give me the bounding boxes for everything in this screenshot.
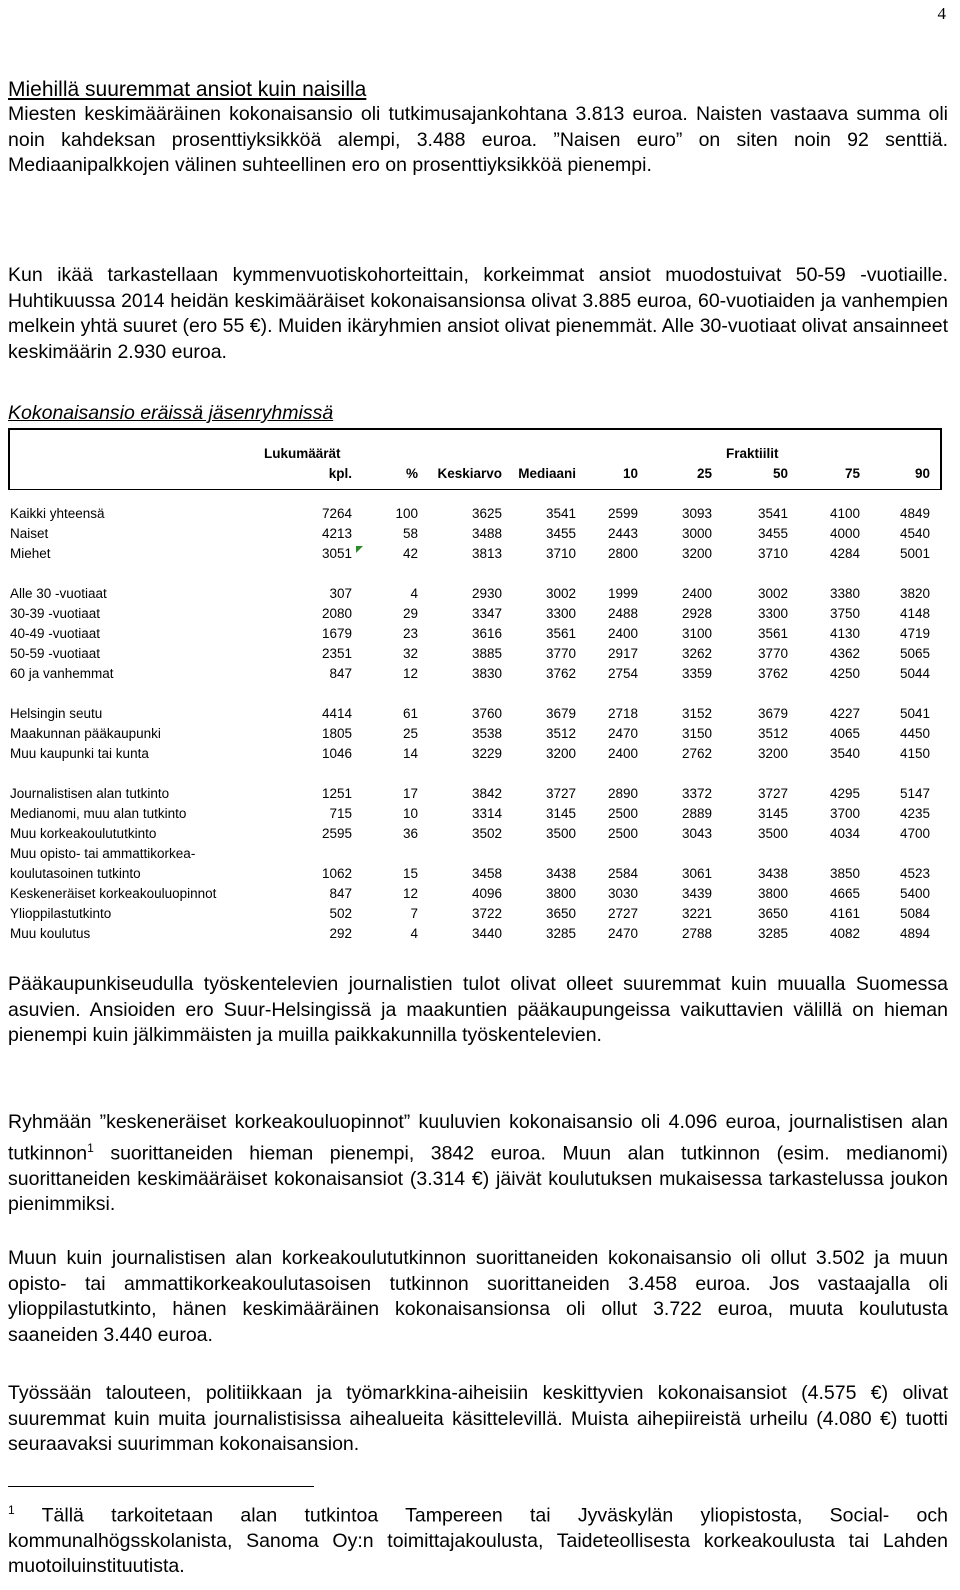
table-row bbox=[8, 826, 942, 846]
table-cell: 2488 bbox=[607, 606, 638, 621]
table-cell: 3727 bbox=[545, 786, 576, 801]
table-cell: 2890 bbox=[607, 786, 638, 801]
row-label: Muu koulutus bbox=[10, 926, 91, 941]
table-cell: 5084 bbox=[899, 906, 930, 921]
table-cell: 1251 bbox=[321, 786, 352, 801]
table-cell: 2599 bbox=[607, 506, 638, 521]
table-row bbox=[8, 806, 942, 826]
table-cell: 15 bbox=[402, 866, 418, 881]
table-cell: 3760 bbox=[471, 706, 502, 721]
table-cell: 1679 bbox=[321, 626, 352, 641]
column-header: % bbox=[405, 466, 418, 481]
table-cell: 3813 bbox=[471, 546, 502, 561]
table-row bbox=[8, 526, 942, 546]
table-cell: 4213 bbox=[321, 526, 352, 541]
table-cell: 36 bbox=[402, 826, 418, 841]
table-cell: 3285 bbox=[757, 926, 788, 941]
table-cell: 2727 bbox=[607, 906, 638, 921]
table-cell: 3770 bbox=[545, 646, 576, 661]
table-cell: 3380 bbox=[829, 586, 860, 601]
column-header: 10 bbox=[622, 466, 638, 481]
table-cell: 4719 bbox=[899, 626, 930, 641]
table-cell: 2928 bbox=[681, 606, 712, 621]
paragraph-4 bbox=[8, 1110, 948, 1218]
table-cell: 2400 bbox=[607, 746, 638, 761]
table-cell: 3455 bbox=[757, 526, 788, 541]
table-cell: 3650 bbox=[545, 906, 576, 921]
table-cell: 100 bbox=[395, 506, 418, 521]
table-cell: 3093 bbox=[681, 506, 712, 521]
table-row bbox=[8, 666, 942, 686]
table-cell: 4849 bbox=[899, 506, 930, 521]
table-cell: 3051 bbox=[321, 546, 352, 561]
table-cell: 3850 bbox=[829, 866, 860, 881]
table-cell: 2443 bbox=[607, 526, 638, 541]
page-number: 4 bbox=[937, 4, 946, 23]
table-cell: 3145 bbox=[545, 806, 576, 821]
table-cell: 3043 bbox=[681, 826, 712, 841]
table-row bbox=[8, 706, 942, 726]
table-row bbox=[8, 866, 942, 886]
table-cell: 10 bbox=[402, 806, 418, 821]
table-cell: 17 bbox=[402, 786, 418, 801]
table-cell: 847 bbox=[329, 886, 352, 901]
table-cell: 1805 bbox=[321, 726, 352, 741]
table-cell: 3710 bbox=[545, 546, 576, 561]
table-row bbox=[8, 606, 942, 626]
table-cell: 12 bbox=[402, 666, 418, 681]
table-row bbox=[8, 746, 942, 766]
table-cell: 3710 bbox=[757, 546, 788, 561]
table-cell: 3200 bbox=[681, 546, 712, 561]
table-cell: 23 bbox=[402, 626, 418, 641]
table-cell: 3500 bbox=[545, 826, 576, 841]
table-cell: 1062 bbox=[321, 866, 352, 881]
table-cell: 3722 bbox=[471, 906, 502, 921]
table-title: Kokonaisansio eräissä jäsenryhmissä bbox=[8, 402, 334, 424]
table-cell: 4414 bbox=[321, 706, 352, 721]
table-cell: 5147 bbox=[899, 786, 930, 801]
table-cell: 3455 bbox=[545, 526, 576, 541]
row-label: Maakunnan pääkaupunki bbox=[10, 726, 161, 741]
table-cell: 42 bbox=[402, 546, 418, 561]
footnote-divider bbox=[8, 1486, 314, 1487]
table-cell: 715 bbox=[329, 806, 352, 821]
table-cell: 5065 bbox=[899, 646, 930, 661]
table-cell: 32 bbox=[402, 646, 418, 661]
table-cell: 4295 bbox=[829, 786, 860, 801]
paragraph-1: Miesten keskimääräinen kokonaisansio oli tutkimusajankohtana 3.813 euroa. Naisten vastaava summa oli noin kahdeksan prosenttiyksikköä alempi, 3.488 euroa. ”Naisen euro” on siten noin 92 senttiä. Mediaanipalkkojen välinen suhteellinen ero on prosenttiyksikköä pienempi. bbox=[8, 103, 948, 176]
table-cell: 3372 bbox=[681, 786, 712, 801]
table-cell: 5041 bbox=[899, 706, 930, 721]
footnote-marker: 1 bbox=[8, 1503, 15, 1517]
table-cell: 2930 bbox=[471, 586, 502, 601]
table-cell: 3770 bbox=[757, 646, 788, 661]
table-cell: 3541 bbox=[757, 506, 788, 521]
table-cell: 3347 bbox=[471, 606, 502, 621]
table-cell: 2400 bbox=[681, 586, 712, 601]
table-cell: 3145 bbox=[757, 806, 788, 821]
row-label: Naiset bbox=[10, 526, 49, 541]
table-cell: 3700 bbox=[829, 806, 860, 821]
table-cell: 3650 bbox=[757, 906, 788, 921]
row-label: 50-59 -vuotiaat bbox=[10, 646, 101, 661]
table-cell: 3438 bbox=[757, 866, 788, 881]
row-label: 40-49 -vuotiaat bbox=[10, 626, 101, 641]
table-cell: 3538 bbox=[471, 726, 502, 741]
row-label: Helsingin seutu bbox=[10, 706, 103, 721]
table-cell: 3800 bbox=[757, 886, 788, 901]
table-cell: 4082 bbox=[829, 926, 860, 941]
table-cell: 4130 bbox=[829, 626, 860, 641]
table-cell: 2351 bbox=[321, 646, 352, 661]
table-cell: 847 bbox=[329, 666, 352, 681]
table-cell: 4235 bbox=[899, 806, 930, 821]
table-cell: 3561 bbox=[757, 626, 788, 641]
table-cell: 14 bbox=[402, 746, 418, 761]
table-row bbox=[8, 846, 942, 866]
table-cell: 4161 bbox=[829, 906, 860, 921]
table-row bbox=[8, 646, 942, 666]
table-cell: 4150 bbox=[899, 746, 930, 761]
table-cell: 3300 bbox=[757, 606, 788, 621]
table-cell: 2754 bbox=[607, 666, 638, 681]
row-label: Keskeneräiset korkeakouluopinnot bbox=[10, 886, 217, 901]
table-cell: 4065 bbox=[829, 726, 860, 741]
section-heading: Miehillä suuremmat ansiot kuin naisilla bbox=[8, 78, 367, 101]
table-column-headers bbox=[8, 466, 942, 486]
table-cell: 3679 bbox=[545, 706, 576, 721]
table-cell: 3842 bbox=[471, 786, 502, 801]
table-cell: 4096 bbox=[471, 886, 502, 901]
row-label: Muu kaupunki tai kunta bbox=[10, 746, 149, 761]
row-label: Medianomi, muu alan tutkinto bbox=[10, 806, 187, 821]
comment-marker-icon bbox=[356, 546, 363, 553]
table-cell: 3458 bbox=[471, 866, 502, 881]
table-cell: 4450 bbox=[899, 726, 930, 741]
row-label: Muu opisto- tai ammattikorkea- bbox=[10, 846, 196, 861]
table-cell: 12 bbox=[402, 886, 418, 901]
table-cell: 3221 bbox=[681, 906, 712, 921]
column-header: 90 bbox=[914, 466, 930, 481]
table-cell: 3300 bbox=[545, 606, 576, 621]
paragraph-4-start: Ryhmään ”keskeneräiset korkeakouluopinnot” kuuluvien kokonaisansio oli 4.096 euroa, journalistisen alan tutkinnon bbox=[8, 1111, 948, 1164]
table-cell: 4894 bbox=[899, 926, 930, 941]
table-cell: 3359 bbox=[681, 666, 712, 681]
table-cell: 3002 bbox=[545, 586, 576, 601]
table-cell: 3500 bbox=[757, 826, 788, 841]
group-header-lukumaarat: Lukumäärät bbox=[264, 446, 341, 461]
table-cell: 2500 bbox=[607, 806, 638, 821]
column-header: 75 bbox=[844, 466, 860, 481]
table-cell: 2889 bbox=[681, 806, 712, 821]
table-cell: 3000 bbox=[681, 526, 712, 541]
table-cell: 4362 bbox=[829, 646, 860, 661]
table-cell: 29 bbox=[402, 606, 418, 621]
table-cell: 58 bbox=[402, 526, 418, 541]
paragraph-5: Muun kuin journalistisen alan korkeakoulututkinnon suorittaneiden kokonaisansio oli ollut 3.502 ja muun opisto- tai ammattikorkeakoulutasoisen tutkinnon suorittaneiden 3.458 euroa. Jos vastaajalla oli ylioppilastutkinto, hänen keskimääräinen kokonaisansionsa oli ollut 3.722 euroa, muuta koulutusta saaneiden 3.440 euroa. bbox=[8, 1247, 948, 1346]
table-cell: 5400 bbox=[899, 886, 930, 901]
table-cell: 3762 bbox=[757, 666, 788, 681]
column-header: kpl. bbox=[328, 466, 352, 481]
table-row bbox=[8, 926, 942, 946]
table-cell: 2080 bbox=[321, 606, 352, 621]
table-row bbox=[8, 506, 942, 526]
column-header: Keskiarvo bbox=[437, 466, 502, 481]
column-header: Mediaani bbox=[518, 466, 576, 481]
table-cell: 4227 bbox=[829, 706, 860, 721]
table-cell: 7264 bbox=[321, 506, 352, 521]
table-cell: 3541 bbox=[545, 506, 576, 521]
table-cell: 292 bbox=[329, 926, 352, 941]
table-cell: 4250 bbox=[829, 666, 860, 681]
table-cell: 3438 bbox=[545, 866, 576, 881]
table-cell: 3625 bbox=[471, 506, 502, 521]
table-cell: 3150 bbox=[681, 726, 712, 741]
footnote bbox=[8, 1498, 948, 1579]
table-cell: 5044 bbox=[899, 666, 930, 681]
table-row bbox=[8, 586, 942, 606]
table-cell: 3502 bbox=[471, 826, 502, 841]
table-cell: 502 bbox=[329, 906, 352, 921]
table-cell: 4 bbox=[410, 926, 418, 941]
row-label: Journalistisen alan tutkinto bbox=[10, 786, 170, 801]
table-cell: 3439 bbox=[681, 886, 712, 901]
table-cell: 2718 bbox=[607, 706, 638, 721]
table-cell: 4540 bbox=[899, 526, 930, 541]
table-row bbox=[8, 626, 942, 646]
table-cell: 3750 bbox=[829, 606, 860, 621]
table-cell: 4000 bbox=[829, 526, 860, 541]
table-cell: 3820 bbox=[899, 586, 930, 601]
table-cell: 3488 bbox=[471, 526, 502, 541]
table-cell: 4284 bbox=[829, 546, 860, 561]
table-cell: 3512 bbox=[545, 726, 576, 741]
table-cell: 3762 bbox=[545, 666, 576, 681]
table-cell: 3200 bbox=[545, 746, 576, 761]
paragraph-6: Työssään talouteen, politiikkaan ja työmarkkina-aiheisiin keskittyvien kokonaisansiot (4.575 €) olivat suuremmat kuin muita journalistisissa aihealueita käsittelevillä. Muista aihepiireistä urheilu (4.080 €) tuotti seuraavaksi suurimman kokonaisansion. bbox=[8, 1382, 948, 1455]
table-cell: 2788 bbox=[681, 926, 712, 941]
table-cell: 1999 bbox=[607, 586, 638, 601]
table-cell: 25 bbox=[402, 726, 418, 741]
table-row bbox=[8, 886, 942, 906]
table-cell: 3285 bbox=[545, 926, 576, 941]
table-cell: 2470 bbox=[607, 726, 638, 741]
row-label: Ylioppilastutkinto bbox=[10, 906, 112, 921]
table-cell: 2500 bbox=[607, 826, 638, 841]
row-label: Muu korkeakoulututkinto bbox=[10, 826, 157, 841]
table-cell: 3616 bbox=[471, 626, 502, 641]
row-label: Kaikki yhteensä bbox=[10, 506, 105, 521]
table-cell: 7 bbox=[410, 906, 418, 921]
table-cell: 2470 bbox=[607, 926, 638, 941]
table-row bbox=[8, 546, 942, 566]
table-cell: 3200 bbox=[757, 746, 788, 761]
table-cell: 2400 bbox=[607, 626, 638, 641]
column-header: 50 bbox=[772, 466, 788, 481]
table-cell: 3512 bbox=[757, 726, 788, 741]
table-cell: 2762 bbox=[681, 746, 712, 761]
table-cell: 1046 bbox=[321, 746, 352, 761]
row-label: koulutasoinen tutkinto bbox=[10, 866, 141, 881]
table-cell: 3314 bbox=[471, 806, 502, 821]
table-cell: 61 bbox=[402, 706, 418, 721]
table-cell: 4700 bbox=[899, 826, 930, 841]
table-cell: 4523 bbox=[899, 866, 930, 881]
table-cell: 3561 bbox=[545, 626, 576, 641]
paragraph-2: Kun ikää tarkastellaan kymmenvuotiskohorteittain, korkeimmat ansiot muodostuivat 50-59 -vuotiaille. Huhtikuussa 2014 heidän keskimääräiset kokonaisansionsa olivat 3.885 euroa, 60-vuotiaiden ja vanhempien melkein yhtä suuret (ero 55 €). Muiden ikäryhmien ansiot olivat pienemmät. Alle 30-vuotiaat olivat ansainneet keskimäärin 2.930 euroa. bbox=[8, 264, 948, 363]
row-label: Alle 30 -vuotiaat bbox=[10, 586, 107, 601]
table-cell: 3229 bbox=[471, 746, 502, 761]
group-header-fraktiilit: Fraktiilit bbox=[726, 446, 779, 461]
table-cell: 3262 bbox=[681, 646, 712, 661]
footnote-text: Tällä tarkoitetaan alan tutkintoa Tampereen tai Jyväskylän yliopistosta, Social- och kommunalhögsskolanista, Sanoma Oy:n toimittajakoulusta, Taideteollisesta korkeakoulusta tai Lahden muotoiluinstituutista. bbox=[8, 1504, 948, 1577]
table-cell: 3100 bbox=[681, 626, 712, 641]
table-cell: 307 bbox=[329, 586, 352, 601]
table-cell: 3885 bbox=[471, 646, 502, 661]
table-cell: 2917 bbox=[607, 646, 638, 661]
footnote-reference[interactable]: 1 bbox=[87, 1140, 94, 1155]
table-row bbox=[8, 906, 942, 926]
table-cell: 3440 bbox=[471, 926, 502, 941]
table-cell: 3002 bbox=[757, 586, 788, 601]
paragraph-3: Pääkaupunkiseudulla työskentelevien journalistien tulot olivat olleet suuremmat kuin muualla Suomessa asuvien. Ansioiden ero Suur-Helsingissä ja maakuntien pääkaupungeissa vaikuttavien välillä on hieman pienempi kuin jälkimmäisten ja muilla paikkakunnilla työskentelevien. bbox=[8, 973, 948, 1046]
column-header: 25 bbox=[696, 466, 712, 481]
table-cell: 4 bbox=[410, 586, 418, 601]
table-cell: 3152 bbox=[681, 706, 712, 721]
table-cell: 2800 bbox=[607, 546, 638, 561]
table-cell: 3800 bbox=[545, 886, 576, 901]
table-row bbox=[8, 726, 942, 746]
table-cell: 3540 bbox=[829, 746, 860, 761]
table-cell: 3830 bbox=[471, 666, 502, 681]
table-cell: 3727 bbox=[757, 786, 788, 801]
table-cell: 2584 bbox=[607, 866, 638, 881]
table-cell: 2595 bbox=[321, 826, 352, 841]
table-cell: 3679 bbox=[757, 706, 788, 721]
table-cell: 5001 bbox=[899, 546, 930, 561]
table-cell: 4148 bbox=[899, 606, 930, 621]
row-label: Miehet bbox=[10, 546, 51, 561]
row-label: 30-39 -vuotiaat bbox=[10, 606, 101, 621]
table-cell: 4034 bbox=[829, 826, 860, 841]
table-cell: 3030 bbox=[607, 886, 638, 901]
paragraph-4-end: suorittaneiden hieman pienempi, 3842 euroa. Muun alan tutkinnon (esim. medianomi) suorittaneiden keskimääräiset kokonaisansiot (3.314 €) jäivät koulutuksen mukaisessa tarkastelussa joukon pienimmiksi. bbox=[8, 1142, 948, 1215]
table-cell: 4665 bbox=[829, 886, 860, 901]
table-cell: 3061 bbox=[681, 866, 712, 881]
table-row bbox=[8, 786, 942, 806]
table-cell: 4100 bbox=[829, 506, 860, 521]
row-label: 60 ja vanhemmat bbox=[10, 666, 114, 681]
